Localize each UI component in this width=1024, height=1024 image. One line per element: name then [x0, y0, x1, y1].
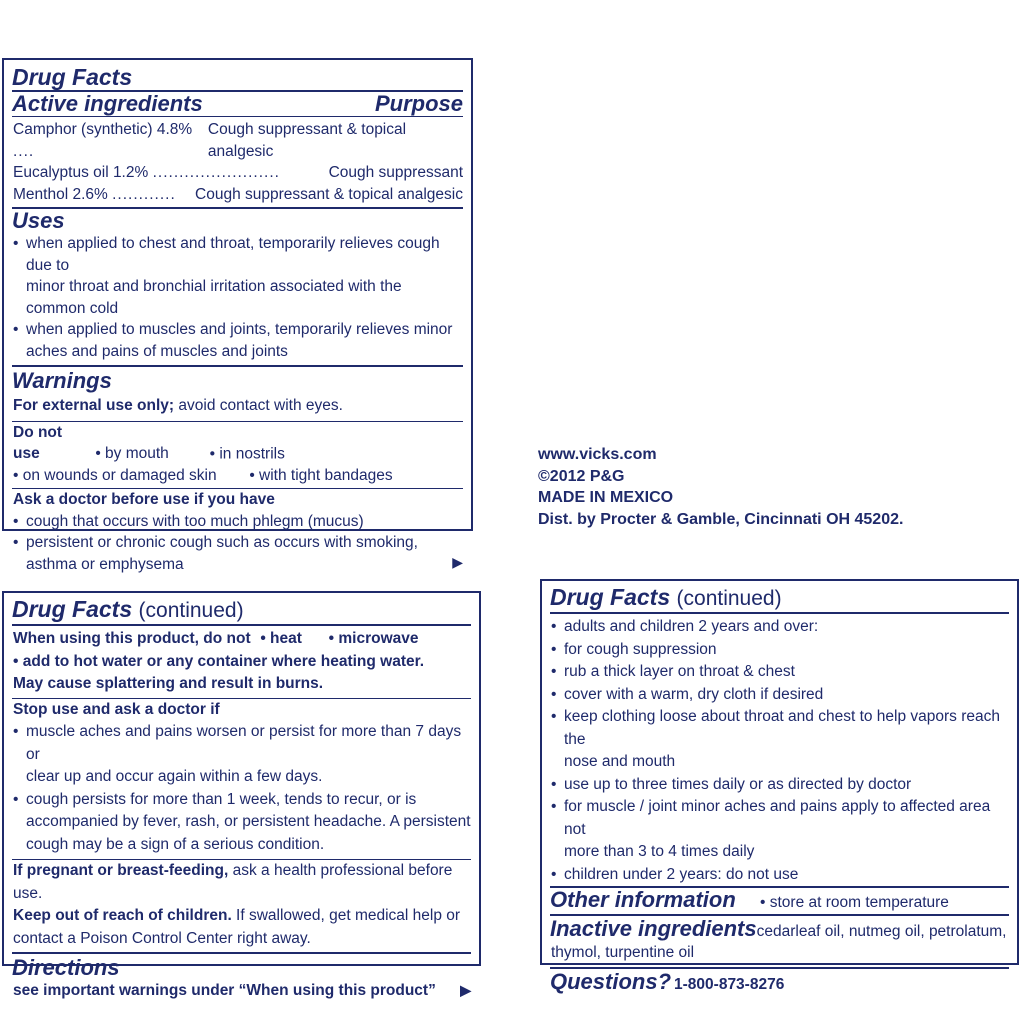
active-ingredients-header — [4, 92, 471, 116]
questions-phone: 1-800-873-8276 — [674, 975, 785, 993]
list-item: • for cough suppression — [551, 639, 1009, 662]
list-item: • when applied to chest and throat, temporarily relieves cough due to minor throat and bronchial irritation associated with the common cold — [13, 233, 463, 319]
ingredient-purpose: Cough suppressant — [328, 164, 463, 181]
warnings-heading: Warnings — [12, 368, 112, 393]
made-in-text: MADE IN MEXICO — [538, 489, 674, 506]
drug-facts-panel-continued-directions — [540, 579, 1019, 994]
do-not-use-section — [4, 422, 471, 487]
do-not-use-row: Do not use • by mouth • in nostrils — [13, 423, 285, 462]
questions-heading: Questions? — [550, 968, 672, 994]
ingredient-name: Eucalyptus oil 1.2% ........................ — [13, 164, 280, 181]
other-information-row — [542, 888, 1017, 914]
list-item: • adults and children 2 years and over: — [551, 616, 1009, 639]
ingredient-name: Menthol 2.6% ............ — [13, 185, 176, 203]
ingredient-purpose: Cough suppressant & topical analgesic — [207, 121, 407, 160]
directions-heading: Directions — [12, 955, 120, 980]
list-item: • use up to three times daily or as directed by doctor — [551, 774, 1009, 797]
list-item: • cough that occurs with too much phlegm (mucus) — [13, 511, 463, 533]
list-item: • cover with a warm, dry cloth if desired — [551, 684, 1009, 707]
other-information-heading: Other information — [550, 887, 736, 912]
directions-text: see important warnings under “When using this product” — [13, 982, 436, 999]
list-item: • cough persists for more than 1 week, tends to recur, or is accompanied by fever, rash, or persistent headache. A persistent cough may be a sign of a serious condition. — [13, 789, 471, 857]
drug-facts-title: Drug Facts (continued) — [12, 596, 244, 622]
ingredient-row — [13, 184, 463, 206]
ask-doctor-section: Ask a doctor before use if you have • cough that occurs with too much phlegm (mucus) • persistent or chronic cough such as occurs with smoking, asthma or emphysema ▶ — [4, 489, 471, 575]
list-item: • persistent or chronic cough such as occurs with smoking, asthma or emphysema ▶ — [13, 532, 463, 575]
inactive-ingredients-heading: Inactive ingredients — [550, 915, 757, 941]
list-item: • when applied to muscles and joints, temporarily relieves minor aches and pains of muscles and joints — [13, 319, 463, 362]
ingredient-name: Camphor (synthetic) 4.8% .... — [13, 121, 193, 160]
inactive-ingredients-text: cedarleaf oil, nutmeg oil, petrolatum, — [756, 922, 1007, 940]
list-item: • children under 2 years: do not use — [551, 864, 1009, 887]
website-url: www.vicks.com — [538, 446, 657, 463]
directions-list — [542, 614, 1017, 886]
ingredient-row — [13, 162, 463, 184]
pregnancy-keep-out-section: If pregnant or breast-feeding, ask a health professional before use. Keep out of reach of children. If swallowed, get medical help or contact a Poison Control Center right away. — [13, 862, 461, 947]
inactive-ingredients-section — [542, 916, 1017, 964]
inactive-ingredients-text-line2: thymol, turpentine oil — [551, 944, 695, 961]
purpose-heading: Purpose — [374, 91, 463, 116]
drug-facts-panel-continued-warnings — [2, 591, 481, 999]
continue-arrow-icon: ▶ — [460, 982, 471, 998]
do-not-use-row: • on wounds or damaged skin • with tight bandages — [13, 466, 393, 484]
when-using-section: When using this product, do not • heat • microwave • add to hot water or any container where heating water. May cause splattering and result in burns. — [13, 630, 425, 692]
stop-use-section: Stop use and ask a doctor if • muscle aches and pains worsen or persist for more than 7 days or clear up and occur again within a few days. • cough persists for more than 1 week, tends to recur, or is accompanied by fever, rash, or persistent headache. A persistent cough may be a sign of a serious condition. — [4, 699, 479, 857]
drug-facts-panel-main — [2, 58, 473, 573]
active-ingredients-heading: Active ingredients — [12, 91, 203, 116]
list-item: • rub a thick layer on throat & chest — [551, 661, 1009, 684]
uses-list — [4, 233, 471, 362]
copyright-text: ©2012 P&G — [538, 467, 625, 485]
other-information-text: • store at room temperature — [760, 894, 949, 911]
ingredients-list — [4, 117, 471, 205]
external-use-text: For external use only; avoid contact with eyes. — [13, 397, 343, 414]
drug-facts-title: Drug Facts — [12, 64, 133, 90]
continue-arrow-icon: ▶ — [452, 553, 463, 570]
ingredient-purpose: Cough suppressant & topical analgesic — [195, 185, 463, 203]
uses-heading: Uses — [12, 208, 65, 233]
drug-facts-title: Drug Facts (continued) — [550, 584, 782, 610]
ingredient-row — [13, 119, 463, 162]
directions-text-row — [4, 980, 479, 1001]
list-item: • muscle aches and pains worsen or persist for more than 7 days or clear up and occur again within a few days. — [13, 721, 471, 789]
distributor-text: Dist. by Procter & Gamble, Cincinnati OH 45202. — [538, 510, 904, 528]
manufacturer-info — [538, 444, 903, 530]
list-item: • keep clothing loose about throat and chest to help vapors reach the nose and mouth — [551, 706, 1009, 774]
list-item: • for muscle / joint minor aches and pains apply to affected area not more than 3 to 4 times daily — [551, 796, 1009, 864]
questions-row — [542, 969, 1017, 996]
